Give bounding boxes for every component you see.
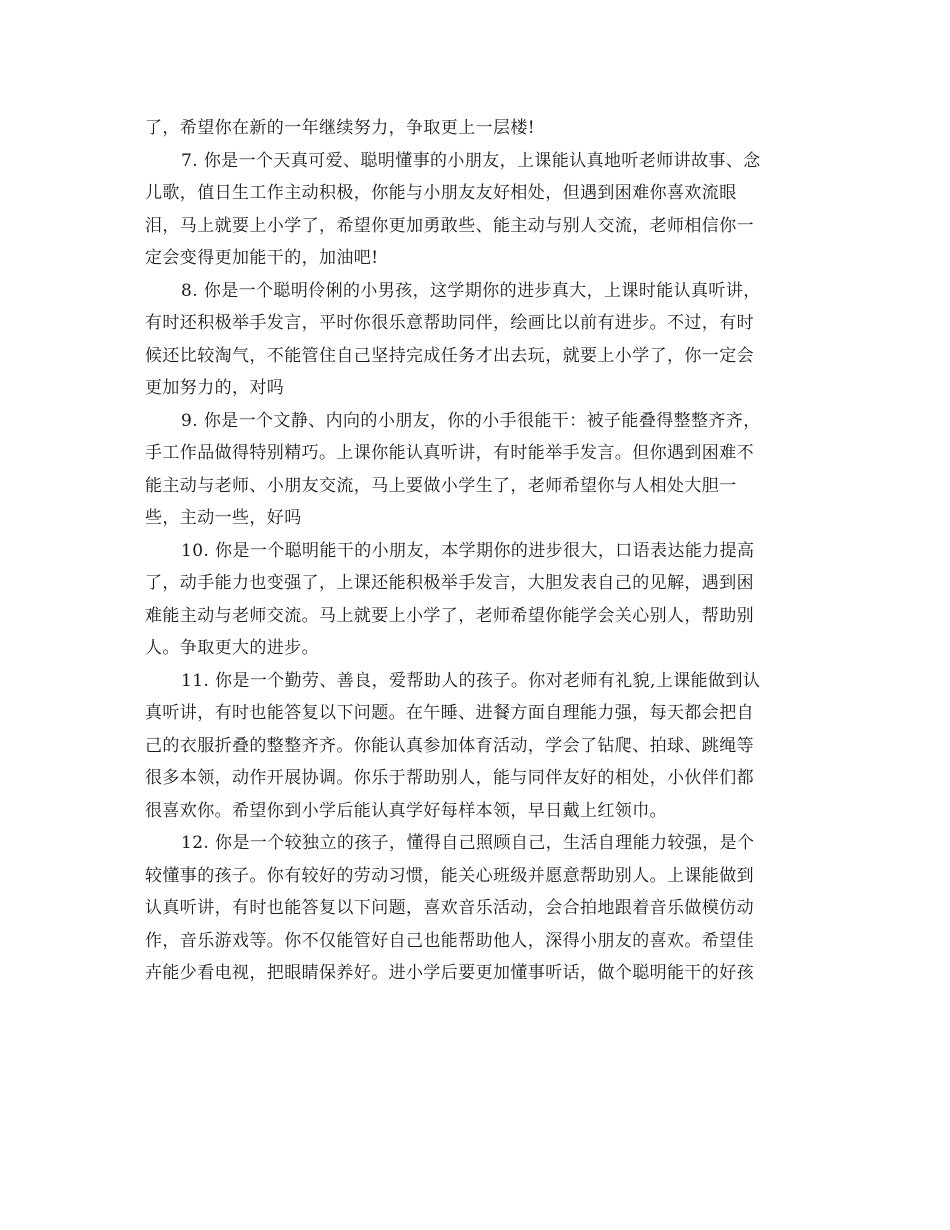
text-line: 很多本领，动作开展协调。你乐于帮助别人，能与同伴友好的相处，小伙伴们都 [145,768,754,788]
paragraph-8 [145,275,807,405]
text-line: 作，音乐游戏等。你不仅能管好自己也能帮助他人，深得小朋友的喜欢。希望佳 [145,930,754,951]
text-line: 有时还积极举手发言，平时你很乐意帮助同伴，绘画比以前有进步。不过，有时 [145,313,754,333]
text-line: 更加努力的，对吗 [145,378,285,398]
text-line: 很喜欢你。希望你到小学后能认真学好每样本领，早日戴上红领巾。 [145,800,667,821]
text-line: 儿歌，值日生工作主动积极，你能与小朋友友好相处，但遇到困难你喜欢流眼 [145,183,737,203]
text-line: 定会变得更加能干的，加油吧! [145,248,379,268]
text-line: 难能主动与老师交流。马上就要上小学了，老师希望你能学会关心别人，帮助别 [145,605,754,626]
paragraph-7 [145,145,807,275]
paragraph-11 [145,665,807,828]
text-line: 了，希望你在新的一年继续努力，争取更上一层楼! [145,118,536,138]
text-line: 7. 你是一个天真可爱、聪明懂事的小朋友，上课能认真地听老师讲故事、念 [181,150,761,171]
text-line: 较懂事的孩子。你有较好的劳动习惯，能关心班级并愿意帮助别人。上课能做到 [145,865,754,886]
text-line: 了，动手能力也变强了，上课还能积极举手发言，大胆发表自己的见解，遇到困 [145,573,754,593]
paragraph-12 [145,827,807,990]
paragraph-9 [145,405,807,535]
text-line: 认真听讲，有时也能答复以下问题，喜欢音乐活动，会合拍地跟着音乐做模仿动 [145,898,754,918]
text-line: 候还比较淘气，不能管住自己坚持完成任务才出去玩，就要上小学了，你一定会 [145,345,754,366]
text-line: 8. 你是一个聪明伶俐的小男孩，这学期你的进步真大，上课时能认真听讲， [181,280,761,301]
text-line: 泪，马上就要上小学了，希望你更加勇敢些、能主动与别人交流，老师相信你一 [145,215,754,236]
paragraph-10 [145,535,807,665]
text-line: 些，主动一些，好吗 [145,508,302,528]
text-line: 己的衣服折叠的整整齐齐。你能认真参加体育活动，学会了钻爬、拍球、跳绳等 [145,735,754,756]
text-line: 11. 你是一个勤劳、善良，爱帮助人的孩子。你对老师有礼貌,上课能做到认 [181,670,761,691]
text-line: 手工作品做得特别精巧。上课你能认真听讲，有时能举手发言。但你遇到困难不 [145,443,754,463]
text-line: 能主动与老师、小朋友交流，马上要做小学生了，老师希望你与人相处大胆一 [145,475,737,496]
document-body [145,112,807,990]
text-line: 9. 你是一个文静、内向的小朋友，你的小手很能干：被子能叠得整整齐齐， [181,410,761,431]
text-line: 真听讲，有时也能答复以下问题。在午睡、进餐方面自理能力强，每天都会把自 [145,703,754,723]
paragraph-6-tail [145,112,807,145]
text-line: 人。争取更大的进步。 [145,638,319,658]
text-line: 卉能少看电视，把眼睛保养好。进小学后要更加懂事听话，做个聪明能干的好孩 [145,963,754,983]
text-line: 12. 你是一个较独立的孩子，懂得自己照顾自己，生活自理能力较强，是个 [181,833,755,853]
text-line: 10. 你是一个聪明能干的小朋友，本学期你的进步很大，口语表达能力提高 [181,540,755,561]
